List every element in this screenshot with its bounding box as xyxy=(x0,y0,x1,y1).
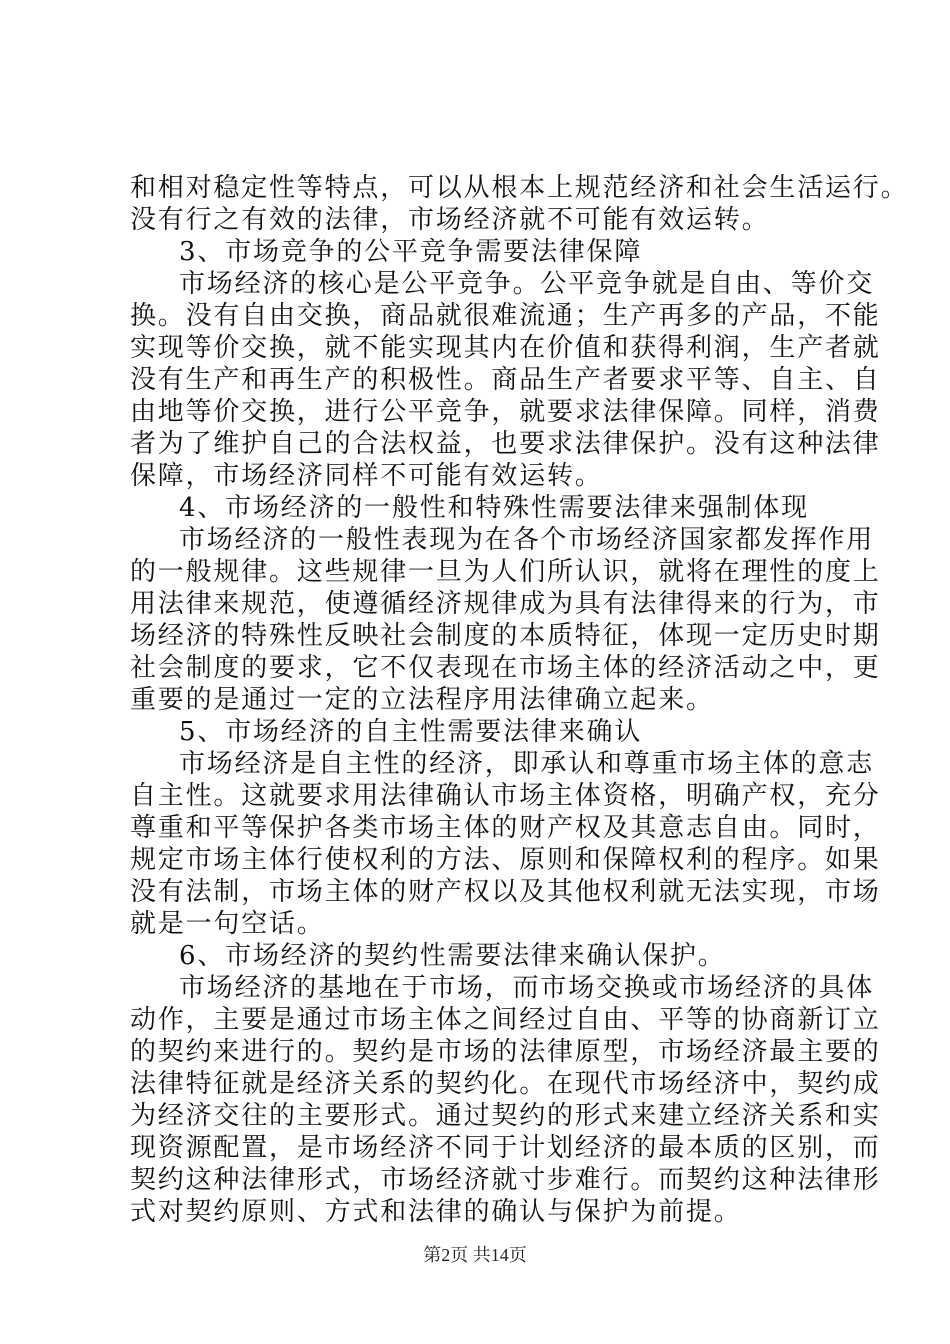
paragraph-autonomy xyxy=(130,748,881,940)
text-line: 保障，市场经济同样不可能有效运转。 xyxy=(130,461,603,491)
text-line: 重要的是通过一定的立法程序用法律确立起来。 xyxy=(130,685,714,715)
text-line: 现资源配置，是市场经济不同于计划经济的最本质的区别，而 xyxy=(130,1133,881,1163)
text-line: 没有生产和再生产的积极性。商品生产者要求平等、自主、自 xyxy=(130,365,881,395)
text-line: 用法律来规范，使遵循经济规律成为具有法律得来的行为，市 xyxy=(130,589,881,619)
text-line: 为经济交往的主要形式。通过契约的形式来建立经济关系和实 xyxy=(130,1101,881,1131)
text-line: 式对契约原则、方式和法律的确认与保护为前提。 xyxy=(130,1197,742,1227)
heading-text: 5、市场经济的自主性需要法律来确认 xyxy=(179,717,643,747)
text-line: 契约这种法律形式，市场经济就寸步难行。而契约这种法律形 xyxy=(130,1165,881,1195)
heading-text: 6、市场经济的契约性需要法律来确认保护。 xyxy=(179,941,726,971)
text-line: 由地等价交换，进行公平竞争，就要求法律保障。同样，消费 xyxy=(130,397,881,427)
document-body xyxy=(130,172,909,1228)
text-line: 市场经济是自主性的经济，即承认和尊重市场主体的意志 xyxy=(179,749,875,779)
section-heading-3 xyxy=(130,236,830,268)
text-line: 的一般规律。这些规律一旦为人们所认识，就将在理性的度上 xyxy=(130,557,881,587)
text-line: 市场经济的核心是公平竞争。公平竞争就是自由、等价交 xyxy=(179,269,875,299)
text-line: 就是一句空话。 xyxy=(130,909,325,939)
text-line: 场经济的特殊性反映社会制度的本质特征，体现一定历史时期 xyxy=(130,621,881,651)
heading-text: 3、市场竞争的公平竞争需要法律保障 xyxy=(179,237,643,267)
text-line: 没有法制，市场主体的财产权以及其他权利就无法实现，市场 xyxy=(130,877,881,907)
text-line: 自主性。这就要求用法律确认市场主体资格，明确产权，充分 xyxy=(130,781,881,811)
text-line: 市场经济的基地在于市场，而市场交换或市场经济的具体 xyxy=(179,973,875,1003)
text-line: 实现等价交换，就不能实现其内在价值和获得利润，生产者就 xyxy=(130,333,881,363)
text-line: 动作，主要是通过市场主体之间经过自由、平等的协商新订立 xyxy=(130,1005,881,1035)
paragraph-continuation xyxy=(130,172,909,236)
heading-text: 4、市场经济的一般性和特殊性需要法律来强制体现 xyxy=(179,493,809,523)
text-line: 市场经济的一般性表现为在各个市场经济国家都发挥作用 xyxy=(179,525,875,555)
text-line: 换。没有自由交换，商品就很难流通；生产再多的产品，不能 xyxy=(130,301,881,331)
text-line: 的契约来进行的。契约是市场的法律原型，市场经济最主要的 xyxy=(130,1037,881,1067)
text-line: 规定市场主体行使权利的方法、原则和保障权利的程序。如果 xyxy=(130,845,881,875)
section-heading-5 xyxy=(130,716,830,748)
text-line: 法律特征就是经济关系的契约化。在现代市场经济中，契约成 xyxy=(130,1069,881,1099)
text-line: 社会制度的要求，它不仅表现在市场主体的经济活动之中，更 xyxy=(130,653,881,683)
paragraph-contract xyxy=(130,972,881,1228)
text-line: 没有行之有效的法律，市场经济就不可能有效运转。 xyxy=(130,205,770,235)
section-heading-6 xyxy=(130,940,830,972)
section-heading-4 xyxy=(130,492,830,524)
page-number-footer: 第2页 共14页 xyxy=(423,1245,527,1265)
paragraph-fair-competition xyxy=(130,268,881,492)
paragraph-generality xyxy=(130,524,881,716)
text-line: 和相对稳定性等特点，可以从根本上规范经济和社会生活运行。 xyxy=(130,173,909,203)
text-line: 者为了维护自己的合法权益，也要求法律保护。没有这种法律 xyxy=(130,429,881,459)
text-line: 尊重和平等保护各类市场主体的财产权及其意志自由。同时， xyxy=(130,813,881,843)
